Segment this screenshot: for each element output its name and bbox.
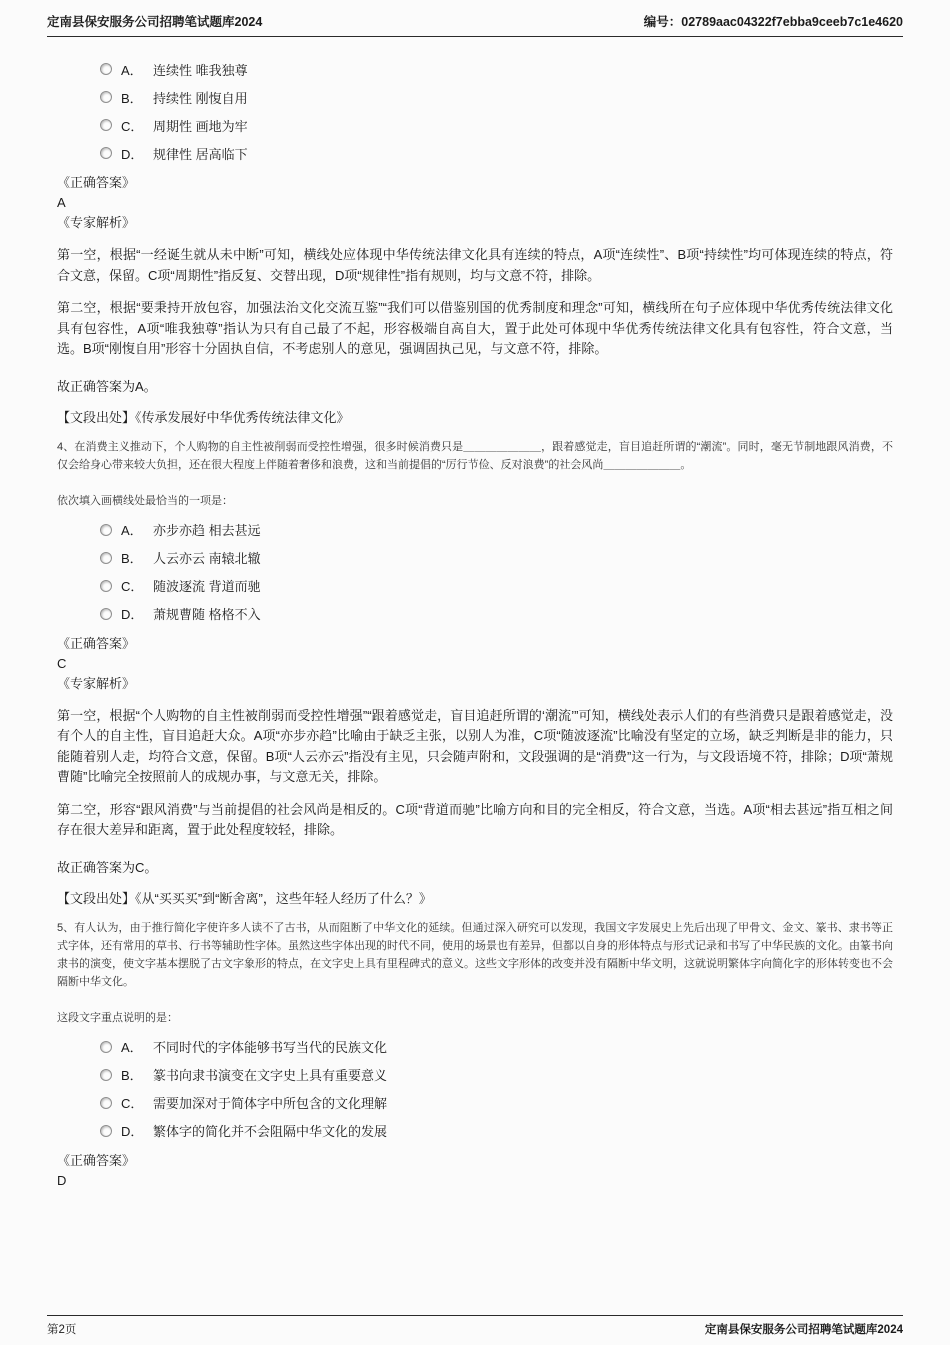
option-letter: C． [121, 579, 144, 594]
radio-button-icon[interactable] [100, 580, 112, 592]
conclusion-text: 故正确答案为C。 [57, 859, 158, 875]
radio-button-icon[interactable] [100, 63, 112, 75]
source-text: 【文段出处】《传承发展好中华优秀传统法律文化》 [57, 409, 350, 425]
option-letter: A． [121, 523, 143, 538]
radio-button-icon[interactable] [100, 147, 112, 159]
source-text: 【文段出处】《从“买买买”到“断舍离”，这些年轻人经历了什么？》 [57, 890, 432, 906]
option-text: 人云亦云 南辕北辙 [153, 551, 261, 566]
page-header [0, 0, 950, 34]
question-5-options [100, 1033, 893, 1145]
option-text: 连续性 唯我独尊 [153, 62, 248, 78]
option-text: 周期性 画地为牢 [153, 118, 248, 134]
document-body [0, 37, 950, 1191]
option-row[interactable] [100, 1089, 893, 1117]
question-stem: 5、有人认为，由于推行简化字使许多人读不了古书，从而阻断了中华文化的延续。但通过深入研究可以发现，我国文字发展史上先后出现了甲骨文、金文、篆书、隶书等正式字体，还有常用的草书、行书等辅助性字体。虽然这些字体出现的时代不同，使用的场景也有差异，但都以自身的形体特点与形式记录和书写了中华民族的文化。由篆书向隶书的演变，使文字基本摆脱了古文字象形的特点，在文字史上具有里程碑式的意义。这些文字形体的改变并没有隔断中华文明，这就说明繁体字向简化字的形体转变也不会隔断中华文化。 [57, 921, 893, 988]
correct-answer-value: A [57, 195, 66, 210]
option-text: 萧规曹随 格格不入 [153, 607, 261, 622]
correct-answer-value: D [57, 1172, 67, 1188]
question-4-options [100, 516, 893, 628]
option-text: 需要加深对于简体字中所包含的文化理解 [153, 1096, 388, 1111]
option-text: 不同时代的字体能够书写当代的民族文化 [153, 1040, 388, 1055]
option-text: 亦步亦趋 相去甚远 [153, 523, 261, 538]
option-row[interactable] [100, 1061, 893, 1089]
question-stem: 4、在消费主义推动下，个人购物的自主性被削弱而受控性增强，很多时候消费只是＿＿＿＿＿＿＿，跟着感觉走，盲目追赶所谓的“潮流”。同时，毫无节制地跟风消费，不仅会给身心带来较大负担，还在很大程度上伴随着奢侈和浪费，这和当前提倡的“厉行节俭、反对浪费”的社会风尚＿＿＿＿＿＿＿。 [57, 440, 893, 471]
question-3-block [57, 55, 893, 426]
conclusion-text: 故正确答案为A。 [57, 378, 157, 394]
option-text: 篆书向隶书演变在文字史上具有重要意义 [153, 1068, 388, 1083]
option-text: 繁体字的简化并不会阻隔中华文化的发展 [153, 1124, 388, 1139]
option-row[interactable] [100, 516, 893, 544]
option-row[interactable] [100, 600, 893, 628]
correct-answer-value: C [57, 655, 67, 671]
option-letter: A． [121, 1040, 143, 1055]
option-row[interactable] [100, 139, 893, 167]
radio-button-icon[interactable] [100, 119, 112, 131]
page-footer [47, 1315, 903, 1337]
analysis-paragraph: 第一空，根据“一经诞生就从未中断”可知，横线处应体现中华传统法律文化具有连续的特点，A项“连续性”、B项“持续性”均可体现连续的特点，符合文意，保留。C项“周期性”指反复、交替出现，D项“规律性”指有规则，均与文意不符，排除。 [57, 247, 893, 283]
radio-button-icon[interactable] [100, 1125, 112, 1137]
option-letter: D． [121, 1124, 144, 1139]
analysis-paragraph: 第二空，形容“跟风消费”与当前提倡的社会风尚是相反的。C项“背道而驰”比喻方向和目的完全相反，符合文意，当选。A项“相去甚远”指互相之间存在很大差异和距离，置于此处程度较轻，排除。 [57, 801, 893, 837]
analysis-paragraph: 第一空，根据“个人购物的自主性被削弱而受控性增强”“跟着感觉走，盲目追赶所谓的‘潮流’”可知，横线处表示人们的有些消费只是跟着感觉走，没有个人的自主性，盲目追赶大众。A项“亦步亦趋”比喻由于缺乏主张，以别人为准，C项“随波逐流”比喻没有坚定的立场，缺乏判断是非的能力，只能随着别人走，均符合文意，保留。B项“人云亦云”指没有主见，只会随声附和，文段强调的是“消费”这一行为，与文段语境不符，排除；D项“萧规曹随”比喻完全按照前人的成规办事，与文意无关，排除。 [57, 707, 893, 784]
question-5-block [57, 919, 893, 1191]
question-prompt: 依次填入画横线处最恰当的一项是： [57, 494, 233, 507]
radio-button-icon[interactable] [100, 1041, 112, 1053]
header-doc-number: 编号：02789aac04322f7ebba9ceeb7c1e4620 [643, 15, 903, 29]
option-letter: B． [121, 1068, 143, 1083]
option-letter: C． [121, 1096, 144, 1111]
option-text: 持续性 刚愎自用 [153, 90, 248, 106]
question-4-block [57, 438, 893, 907]
correct-answer-label: 《正确答案》 [57, 1152, 136, 1168]
option-letter: D． [121, 607, 144, 622]
radio-button-icon[interactable] [100, 608, 112, 620]
correct-answer-label: 《正确答案》 [57, 175, 136, 190]
option-letter: B． [121, 551, 143, 566]
radio-button-icon[interactable] [100, 524, 112, 536]
radio-button-icon[interactable] [100, 552, 112, 564]
radio-button-icon[interactable] [100, 1097, 112, 1109]
analysis-paragraph: 第二空，根据“要秉持开放包容，加强法治文化交流互鉴”“我们可以借鉴别国的优秀制度和理念”可知，横线所在句子应体现中华优秀传统法律文化具有包容性，A项“唯我独尊”指认为只有自己最了不起，形容极端自高自大，置于此处可体现中华优秀传统法律文化具有包容性，符合文意，当选。B项“刚愎自用”形容十分固执自信，不考虑别人的意见，强调固执己见，与文意不符，排除。 [57, 300, 893, 356]
radio-button-icon[interactable] [100, 1069, 112, 1081]
correct-answer-label: 《正确答案》 [57, 635, 136, 651]
option-letter: C． [121, 118, 144, 134]
option-row[interactable] [100, 111, 893, 139]
option-row[interactable] [100, 83, 893, 111]
option-letter: D． [121, 146, 144, 162]
page-number: 第2页 [47, 1324, 77, 1336]
radio-button-icon[interactable] [100, 91, 112, 103]
option-row[interactable] [100, 544, 893, 572]
question-3-options [100, 55, 893, 167]
option-row[interactable] [100, 1033, 893, 1061]
footer-title: 定南县保安服务公司招聘笔试题库2024 [704, 1324, 903, 1336]
expert-analysis-label: 《专家解析》 [57, 215, 136, 230]
expert-analysis-label: 《专家解析》 [57, 675, 136, 691]
option-row[interactable] [100, 55, 893, 83]
header-title: 定南县保安服务公司招聘笔试题库2024 [47, 15, 263, 29]
question-prompt: 这段文字重点说明的是： [57, 1011, 178, 1024]
option-letter: A． [121, 62, 143, 78]
option-row[interactable] [100, 1117, 893, 1145]
option-letter: B． [121, 90, 143, 106]
option-row[interactable] [100, 572, 893, 600]
option-text: 随波逐流 背道而驰 [153, 579, 261, 594]
option-text: 规律性 居高临下 [153, 146, 248, 162]
